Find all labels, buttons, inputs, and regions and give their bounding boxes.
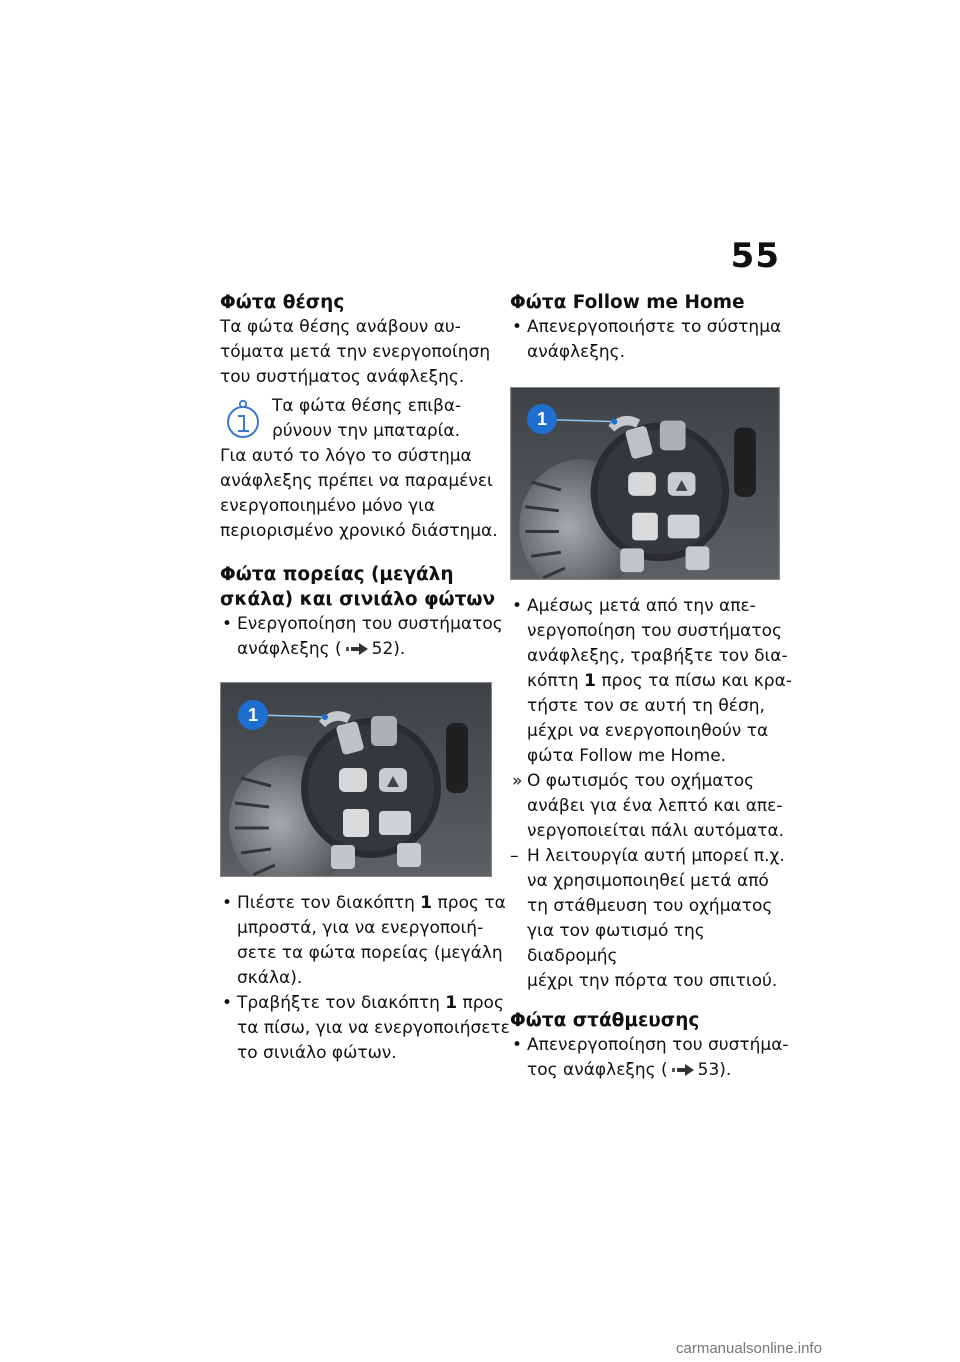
bullet-item bbox=[220, 991, 510, 1066]
body-line: περιορισμένο χρονικό διάστημα. bbox=[220, 521, 498, 541]
body-line: ενεργοποιημένο μόνο για bbox=[220, 496, 436, 516]
bullet-mark: • bbox=[512, 1035, 523, 1055]
bullet-text: ανάφλεξης ( bbox=[237, 639, 342, 659]
page-ref[interactable]: 53). bbox=[697, 1060, 732, 1080]
bullet-text: προς τα πίσω και κρα- bbox=[595, 671, 792, 691]
switch-ref: 1 bbox=[445, 993, 458, 1013]
left-column bbox=[220, 290, 510, 1066]
bullet-text: σετε τα φώτα πορείας (μεγάλη bbox=[237, 943, 503, 963]
body-line: ανάφλεξης πρέπει να παραμένει bbox=[220, 471, 493, 491]
bullet-text: προς bbox=[457, 993, 504, 1013]
battery-note bbox=[220, 394, 510, 444]
body-line: Τα φώτα θέσης ανάβουν αυ- bbox=[220, 317, 461, 337]
dash-mark: – bbox=[510, 846, 519, 866]
right-column bbox=[510, 290, 800, 1083]
section-title-follow-me-home: Φώτα Follow me Home bbox=[510, 292, 745, 313]
callout-1: 1 bbox=[527, 404, 557, 434]
bullet-text: σκάλα). bbox=[237, 968, 303, 988]
section-title-position-lights: Φώτα θέσης bbox=[220, 292, 345, 313]
bullet-mark: • bbox=[512, 317, 523, 337]
bullet-text: νεργοποίηση του συστήματος bbox=[527, 621, 782, 641]
bullet-item bbox=[220, 612, 510, 662]
section-title-high-beam bbox=[220, 562, 510, 612]
bullet-item bbox=[510, 594, 800, 769]
result-text: ανάβει για ένα λεπτό και απε- bbox=[527, 796, 783, 816]
bullet-text: φώτα Follow me Home. bbox=[527, 746, 727, 766]
bullet-text: τα πίσω, για να ενεργοποιήσετε bbox=[237, 1018, 510, 1038]
body-line: του συστήματος ανάφλεξης. bbox=[220, 367, 465, 387]
bullet-text: Απενεργοποίηση του συστήμα- bbox=[527, 1035, 789, 1055]
result-mark: » bbox=[512, 771, 523, 791]
note-line: Τα φώτα θέσης επιβα- bbox=[272, 396, 462, 416]
page-ref-arrow-icon bbox=[672, 1064, 694, 1076]
dash-text: Η λειτουργία αυτή μπορεί π.χ. bbox=[527, 846, 785, 866]
title-line: Φώτα πορείας (μεγάλη bbox=[220, 564, 454, 585]
dash-text: να χρησιμοποιηθεί μετά από bbox=[527, 871, 769, 891]
bullet-text: μπροστά, για να ενεργοποιή- bbox=[237, 918, 484, 938]
body-line: Για αυτό το λόγο το σύστημα bbox=[220, 446, 472, 466]
switch-ref: 1 bbox=[420, 893, 433, 913]
title-line: σκάλα) και σινιάλο φώτων bbox=[220, 589, 496, 610]
bullet-text: Αμέσως μετά από την απε- bbox=[527, 596, 756, 616]
bullet-text: ανάφλεξης. bbox=[527, 342, 626, 362]
bullet-mark: • bbox=[222, 993, 233, 1013]
bullet-text: Τραβήξτε τον διακόπτη bbox=[237, 993, 446, 1013]
page-ref[interactable]: 52). bbox=[371, 639, 406, 659]
bullet-mark: • bbox=[222, 893, 233, 913]
switch-figure-high-beam bbox=[220, 682, 492, 877]
dash-text: για τον φωτισμό της διαδρομής bbox=[527, 921, 705, 966]
dash-text: μέχρι την πόρτα του σπιτιού. bbox=[527, 971, 778, 991]
info-icon bbox=[226, 398, 260, 442]
bullet-text: το σινιάλο φώτων. bbox=[237, 1043, 397, 1063]
result-text: νεργοποιείται πάλι αυτόματα. bbox=[527, 821, 785, 841]
section-title-parking-lights: Φώτα στάθμευσης bbox=[510, 1010, 700, 1031]
bullet-text: κόπτη bbox=[527, 671, 585, 691]
bullet-item bbox=[510, 315, 800, 365]
bullet-text: προς τα bbox=[432, 893, 506, 913]
page-ref-arrow-icon bbox=[346, 643, 368, 655]
bullet-text: τήστε τον σε αυτή τη θέση, bbox=[527, 696, 765, 716]
bullet-mark: • bbox=[222, 614, 233, 634]
callout-1: 1 bbox=[238, 700, 268, 730]
dash-item bbox=[510, 844, 800, 994]
result-item bbox=[510, 769, 800, 844]
bullet-mark: • bbox=[512, 596, 523, 616]
bullet-text: ανάφλεξης, τραβήξτε τον δια- bbox=[527, 646, 788, 666]
bullet-item bbox=[510, 1033, 800, 1083]
bullet-text: Ενεργοποίηση του συστήματος bbox=[237, 614, 503, 634]
bullet-text: Απενεργοποιήστε το σύστημα bbox=[527, 317, 782, 337]
bullet-text: μέχρι να ενεργοποιηθούν τα bbox=[527, 721, 769, 741]
dash-text: τη στάθμευση του οχήματος bbox=[527, 896, 773, 916]
page-number: 55 bbox=[730, 236, 780, 276]
note-line: ρύνουν την μπαταρία. bbox=[272, 421, 461, 441]
switch-figure-follow-me-home bbox=[510, 387, 780, 580]
bullet-text: τος ανάφλεξης ( bbox=[527, 1060, 668, 1080]
switch-ref: 1 bbox=[584, 671, 596, 691]
bullet-item bbox=[220, 891, 510, 991]
bullet-text: Πιέστε τον διακόπτη bbox=[237, 893, 421, 913]
body-line: τόματα μετά την ενεργοποίηση bbox=[220, 342, 491, 362]
result-text: Ο φωτισμός του οχήματος bbox=[527, 771, 755, 791]
watermark: carmanualsonline.info bbox=[676, 1340, 822, 1357]
